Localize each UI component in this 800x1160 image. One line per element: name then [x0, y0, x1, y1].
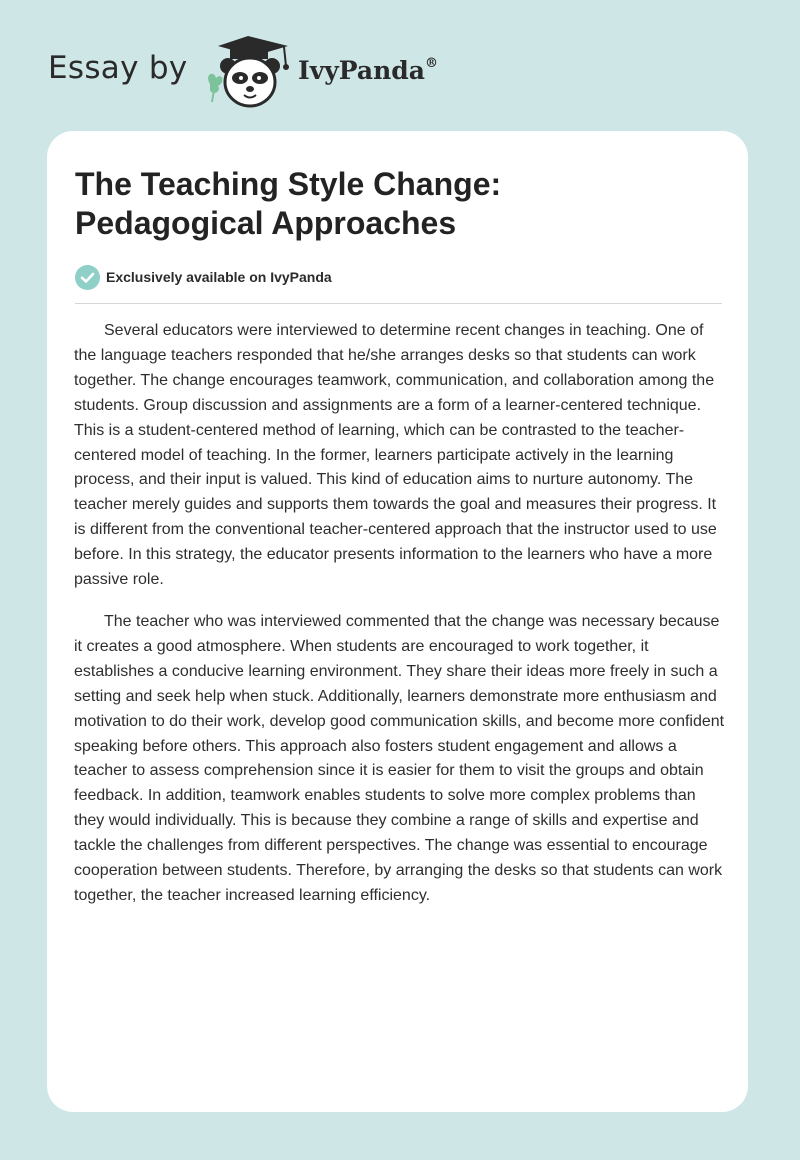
check-circle-icon — [75, 265, 100, 290]
paragraph-2: The teacher who was interviewed commented that the change was necessary because it creates a good atmosphere. When students are encouraged to work together, it establishes a conducive learning environment. They share their ideas more freely in such a setting and seek help when stuck. Additionally, learners demonstrate more enthusiasm and motivation to do their work, develop good communication skills, and become more confident speaking before others. This approach also fosters student engagement and allows a teacher to assess comprehension since it is easier for them to visit the groups and obtain feedback. In addition, teamwork enables students to solve more complex problems than they would individually. This is because they combine a range of skills and expertise and tackle the challenges from different perspectives. The change was essential to encourage cooperation between students. Therefore, by arranging the desks so that students can work together, the teacher increased learning efficiency. — [74, 612, 725, 904]
brand-name[interactable]: IvyPanda® — [298, 56, 438, 85]
page-title — [75, 165, 695, 243]
exclusive-badge — [75, 264, 332, 290]
panda-graduate-logo-icon[interactable] — [202, 32, 294, 110]
title-line-2: Pedagogical Approaches — [75, 205, 457, 241]
essay-body — [74, 319, 726, 926]
divider — [75, 303, 722, 304]
registered-mark: ® — [424, 56, 438, 71]
essay-card — [47, 131, 748, 1112]
title-line-1: The Teaching Style Change: — [75, 166, 502, 202]
essay-by-label: Essay by — [48, 50, 188, 86]
exclusive-badge-label: Exclusively available on IvyPanda — [106, 269, 332, 285]
site-header — [48, 30, 648, 110]
paragraph-1: Several educators were interviewed to determine recent changes in teaching. One of the language teachers responded that he/she arranges desks so that students can work together. The change encourages teamwork, communication, and collaboration among the students. Group discussion and assignments are a form of a learner-centered technique. This is a student-centered method of learning, which can be contrasted to the teacher-centered model of teaching. In the former, learners participate actively in the learning process, and their input is valued. This kind of education aims to nurture autonomy. The teacher merely guides and supports them towards the goal and measures their progress. It is different from the conventional teacher-centered approach that the instructor used to use before. In this strategy, the educator presents information to the learners who have a more passive role. — [74, 322, 717, 589]
